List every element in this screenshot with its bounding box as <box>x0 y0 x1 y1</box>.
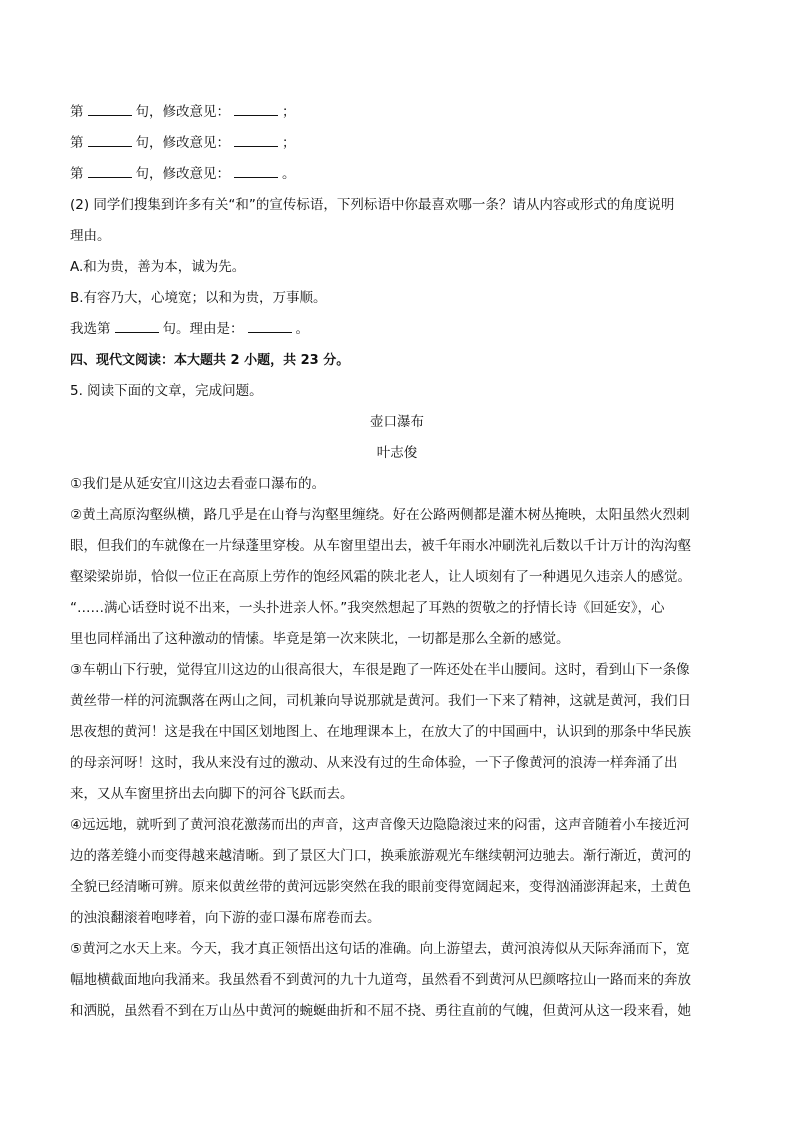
document-page <box>70 97 724 1027</box>
choice-line: 我选第 句。理由是： 。 <box>70 314 724 345</box>
paragraph-4: ④远远地，就听到了黄河浪花激荡而出的声音，这声音像天边隐隐滚过来的闷雷，这声音随着小车接近河 边的落差缝小而变得越来越清晰。到了景区大门口，换乘旅游观光车继续朝河边驰去。渐行渐近，黄河的 全貌已经清晰可辨。原来似黄丝带的黄河远影突然在我的眼前变得宽阔起来，变得汹涌澎湃起来，土黄色 的浊浪翻滚着咆哮着，向下游的壶口瀑布席卷而去。 <box>70 817 691 926</box>
answer-blank[interactable] <box>234 101 278 116</box>
answer-blank[interactable] <box>88 101 132 116</box>
answer-blank[interactable] <box>234 132 278 147</box>
question-2-text-cont: 理由。 <box>70 228 111 244</box>
revision-line-1: 第 句，修改意见： ； <box>70 97 724 128</box>
paragraph-1: ①我们是从延安宜川这边去看壶口瀑布的。 <box>70 476 326 492</box>
section-heading: 四、现代文阅读：本大题共 2 小题，共 23 分。 <box>70 353 350 368</box>
article-title: 壶口瀑布 <box>370 414 424 430</box>
option-b: B.有容乃大，心境宽；以和为贵，万事顺。 <box>70 290 327 306</box>
question-2-text: (2) 同学们搜集到许多有关“和”的宣传标语，下列标语中你最喜欢哪一条？请从内容或形式的角度说明 <box>70 197 675 213</box>
answer-blank[interactable] <box>88 163 132 178</box>
answer-blank[interactable] <box>234 163 278 178</box>
revision-line-3: 第 句，修改意见： 。 <box>70 159 724 190</box>
paragraph-5: ⑤黄河之水天上来。今天，我才真正领悟出这句话的准确。向上游望去，黄河浪涛似从天际奔涌而下，宽 幅地横截面地向我涌来。我虽然看不到黄河的九十九道弯，虽然看不到黄河从巴颜喀拉山一路而来的奔放 和洒脱，虽然看不到在万山丛中黄河的蜿蜒曲折和不屈不挠、勇往直前的气魄，但黄河从这一段来看，她 <box>70 941 691 1019</box>
question-5-instruction: 5. 阅读下面的文章，完成问题。 <box>70 383 263 399</box>
paragraph-2: ②黄土高原沟壑纵横，路几乎是在山脊与沟壑里缠绕。好在公路两侧都是灌木树丛掩映，太阳虽然火烈刺 眼，但我们的车就像在一片绿蓬里穿梭。从车窗里望出去，被千年雨水冲刷洗礼后数以千计万计的沟沟壑 壑梁梁峁峁，恰似一位正在高原上劳作的饱经风霜的陕北老人，让人顷刻有了一种遇见久违亲人的感觉。 “……满心话登时说不出来，一头扑进亲人怀。”我突然想起了耳熟的贺敬之的抒情长诗《回延安》，心 里也同样涌出了这种激动的情愫。毕竟是第一次来陕北，一切都是那么全新的感觉。 <box>70 507 691 647</box>
reason-blank[interactable] <box>248 318 292 333</box>
choice-blank[interactable] <box>115 318 159 333</box>
answer-blank[interactable] <box>88 132 132 147</box>
revision-line-2: 第 句，修改意见： ； <box>70 128 724 159</box>
option-a: A.和为贵，善为本，诚为先。 <box>70 259 246 275</box>
paragraph-3: ③车朝山下行驶，觉得宜川这边的山很高很大，车很是跑了一阵还处在半山腰间。这时，看到山下一条像 黄丝带一样的河流飘落在两山之间，司机兼向导说那就是黄河。我们一下来了精神，这就是黄河，我们日 思夜想的黄河！这是我在中国区划地图上、在地理课本上，在放大了的中国画中，认识到的那条中华民族 的母亲河呀！这时，我从来没有过的激动、从来没有过的生命体验，一下子像黄河的浪涛一样奔涌了出 来，又从车窗里挤出去向脚下的河谷飞跃而去。 <box>70 662 691 802</box>
article-author: 叶志俊 <box>376 445 418 461</box>
